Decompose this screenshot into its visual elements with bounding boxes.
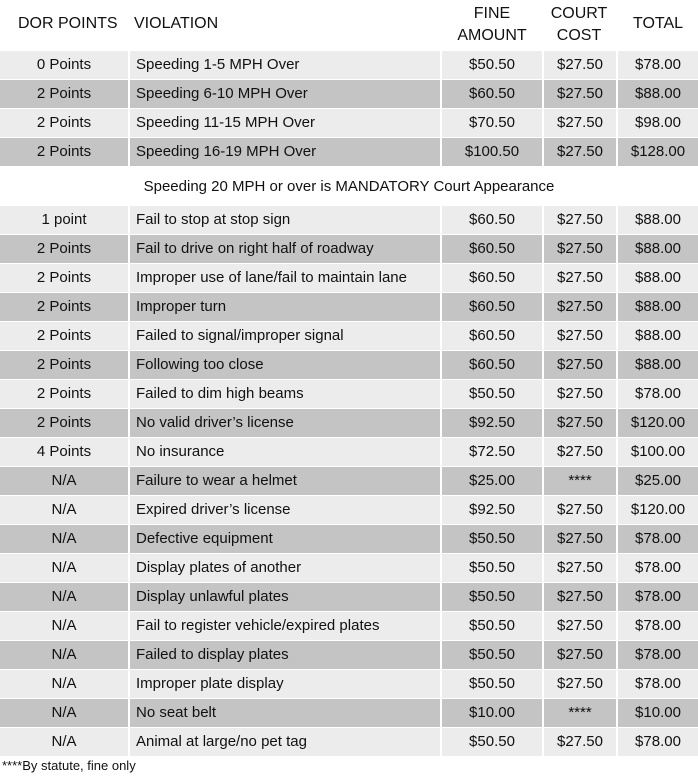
fine-amount-cell: $100.50 <box>440 138 542 167</box>
violation-cell: Speeding 1-5 MPH Over <box>128 51 440 80</box>
header-violation: VIOLATION <box>134 15 219 32</box>
footnote: ****By statute, fine only <box>2 758 136 773</box>
total-cell: $78.00 <box>616 728 698 757</box>
fine-amount-cell: $50.50 <box>440 380 542 409</box>
total-cell: $78.00 <box>616 583 698 612</box>
table-row <box>0 109 698 138</box>
fine-amount-cell: $25.00 <box>440 467 542 496</box>
court-cost-cell: $27.50 <box>542 641 616 670</box>
fine-amount-cell: $50.50 <box>440 641 542 670</box>
table-header <box>0 0 698 50</box>
violation-cell: Display unlawful plates <box>128 583 440 612</box>
court-cost-cell: $27.50 <box>542 351 616 380</box>
violation-cell: Failed to signal/improper signal <box>128 322 440 351</box>
violation-cell: No valid driver’s license <box>128 409 440 438</box>
table-row <box>0 235 698 264</box>
court-cost-cell: $27.50 <box>542 612 616 641</box>
violation-cell: Fail to drive on right half of roadway <box>128 235 440 264</box>
table-row <box>0 554 698 583</box>
header-fine-line1: FINE <box>473 5 511 22</box>
dor-points-cell: N/A <box>0 670 128 699</box>
total-cell: $88.00 <box>616 80 698 109</box>
dor-points-cell: N/A <box>0 699 128 728</box>
court-cost-cell: $27.50 <box>542 380 616 409</box>
table-row <box>0 51 698 80</box>
total-cell: $78.00 <box>616 380 698 409</box>
court-cost-cell: $27.50 <box>542 728 616 757</box>
violation-cell: Speeding 6-10 MPH Over <box>128 80 440 109</box>
table-row <box>0 293 698 322</box>
dor-points-cell: 4 Points <box>0 438 128 467</box>
table-row <box>0 583 698 612</box>
header-court-line2: COST <box>556 27 602 44</box>
court-cost-cell: $27.50 <box>542 554 616 583</box>
total-cell: $88.00 <box>616 293 698 322</box>
court-cost-cell: $27.50 <box>542 80 616 109</box>
violation-cell: Animal at large/no pet tag <box>128 728 440 757</box>
violation-cell: Expired driver’s license <box>128 496 440 525</box>
violation-cell: Fail to stop at stop sign <box>128 206 440 235</box>
dor-points-cell: 2 Points <box>0 409 128 438</box>
dor-points-cell: 2 Points <box>0 235 128 264</box>
violation-cell: No seat belt <box>128 699 440 728</box>
fine-amount-cell: $10.00 <box>440 699 542 728</box>
table-row <box>0 438 698 467</box>
fine-amount-cell: $92.50 <box>440 409 542 438</box>
fine-amount-cell: $50.50 <box>440 670 542 699</box>
dor-points-cell: N/A <box>0 728 128 757</box>
dor-points-cell: 2 Points <box>0 264 128 293</box>
total-cell: $88.00 <box>616 322 698 351</box>
total-cell: $120.00 <box>616 496 698 525</box>
fine-amount-cell: $50.50 <box>440 583 542 612</box>
violation-cell: Improper use of lane/fail to maintain lane <box>128 264 440 293</box>
total-cell: $128.00 <box>616 138 698 167</box>
court-cost-cell: **** <box>542 699 616 728</box>
fine-amount-cell: $50.50 <box>440 728 542 757</box>
court-cost-cell: $27.50 <box>542 138 616 167</box>
dor-points-cell: N/A <box>0 467 128 496</box>
court-cost-cell: $27.50 <box>542 409 616 438</box>
table-row <box>0 641 698 670</box>
total-cell: $88.00 <box>616 351 698 380</box>
court-cost-cell: $27.50 <box>542 525 616 554</box>
table-row <box>0 380 698 409</box>
total-cell: $25.00 <box>616 467 698 496</box>
total-cell: $78.00 <box>616 525 698 554</box>
dor-points-cell: N/A <box>0 641 128 670</box>
header-court-cost <box>545 3 613 47</box>
court-cost-cell: $27.50 <box>542 51 616 80</box>
total-cell: $78.00 <box>616 641 698 670</box>
mandatory-court-note: Speeding 20 MPH or over is MANDATORY Court Appearance <box>143 178 555 195</box>
dor-points-cell: 0 Points <box>0 51 128 80</box>
table-row <box>0 409 698 438</box>
court-cost-cell: $27.50 <box>542 293 616 322</box>
table-row <box>0 467 698 496</box>
fine-amount-cell: $60.50 <box>440 293 542 322</box>
speeding-rows <box>0 51 698 167</box>
violation-cell: Display plates of another <box>128 554 440 583</box>
speeding-fee-table <box>0 51 698 167</box>
total-cell: $98.00 <box>616 109 698 138</box>
violation-cell: Improper plate display <box>128 670 440 699</box>
court-cost-cell: $27.50 <box>542 583 616 612</box>
header-fine-amount <box>442 3 542 47</box>
total-cell: $10.00 <box>616 699 698 728</box>
total-cell: $78.00 <box>616 554 698 583</box>
dor-points-cell: 2 Points <box>0 138 128 167</box>
violation-cell: Speeding 16-19 MPH Over <box>128 138 440 167</box>
fine-amount-cell: $50.50 <box>440 525 542 554</box>
violation-fee-table <box>0 206 698 757</box>
fine-amount-cell: $92.50 <box>440 496 542 525</box>
dor-points-cell: 2 Points <box>0 109 128 138</box>
fine-amount-cell: $60.50 <box>440 322 542 351</box>
table-row <box>0 699 698 728</box>
court-cost-cell: $27.50 <box>542 438 616 467</box>
table-row <box>0 612 698 641</box>
header-total: TOTAL <box>632 15 684 32</box>
fine-amount-cell: $60.50 <box>440 80 542 109</box>
violation-cell: No insurance <box>128 438 440 467</box>
header-fine-line2: AMOUNT <box>457 27 527 44</box>
total-cell: $78.00 <box>616 670 698 699</box>
table-row <box>0 206 698 235</box>
table-row <box>0 80 698 109</box>
violation-rows <box>0 206 698 757</box>
violation-cell: Fail to register vehicle/expired plates <box>128 612 440 641</box>
dor-points-cell: 2 Points <box>0 322 128 351</box>
dor-points-cell: N/A <box>0 612 128 641</box>
total-cell: $88.00 <box>616 235 698 264</box>
table-row <box>0 351 698 380</box>
fine-amount-cell: $50.50 <box>440 612 542 641</box>
dor-points-cell: N/A <box>0 554 128 583</box>
table-row <box>0 728 698 757</box>
violation-cell: Defective equipment <box>128 525 440 554</box>
violation-cell: Failed to display plates <box>128 641 440 670</box>
total-cell: $78.00 <box>616 612 698 641</box>
table-row <box>0 138 698 167</box>
dor-points-cell: 2 Points <box>0 351 128 380</box>
court-cost-cell: $27.50 <box>542 264 616 293</box>
court-cost-cell: $27.50 <box>542 670 616 699</box>
violation-cell: Speeding 11-15 MPH Over <box>128 109 440 138</box>
total-cell: $120.00 <box>616 409 698 438</box>
total-cell: $88.00 <box>616 264 698 293</box>
table-row <box>0 264 698 293</box>
table-row <box>0 496 698 525</box>
fine-amount-cell: $70.50 <box>440 109 542 138</box>
violation-cell: Improper turn <box>128 293 440 322</box>
table-row <box>0 525 698 554</box>
dor-points-cell: 2 Points <box>0 380 128 409</box>
fine-amount-cell: $50.50 <box>440 51 542 80</box>
table-row <box>0 322 698 351</box>
dor-points-cell: 2 Points <box>0 80 128 109</box>
court-cost-cell: $27.50 <box>542 206 616 235</box>
dor-points-cell: N/A <box>0 525 128 554</box>
fine-amount-cell: $60.50 <box>440 264 542 293</box>
dor-points-cell: N/A <box>0 583 128 612</box>
fine-amount-cell: $50.50 <box>440 554 542 583</box>
fine-amount-cell: $72.50 <box>440 438 542 467</box>
court-cost-cell: $27.50 <box>542 496 616 525</box>
header-court-line1: COURT <box>550 5 608 22</box>
dor-points-cell: 1 point <box>0 206 128 235</box>
fine-amount-cell: $60.50 <box>440 206 542 235</box>
violation-cell: Failed to dim high beams <box>128 380 440 409</box>
total-cell: $100.00 <box>616 438 698 467</box>
violation-cell: Following too close <box>128 351 440 380</box>
fine-amount-cell: $60.50 <box>440 351 542 380</box>
header-dor-points: DOR POINTS <box>18 15 118 32</box>
total-cell: $88.00 <box>616 206 698 235</box>
violation-cell: Failure to wear a helmet <box>128 467 440 496</box>
table-row <box>0 670 698 699</box>
court-cost-cell: $27.50 <box>542 322 616 351</box>
total-cell: $78.00 <box>616 51 698 80</box>
dor-points-cell: 2 Points <box>0 293 128 322</box>
fine-amount-cell: $60.50 <box>440 235 542 264</box>
court-cost-cell: **** <box>542 467 616 496</box>
dor-points-cell: N/A <box>0 496 128 525</box>
court-cost-cell: $27.50 <box>542 235 616 264</box>
court-cost-cell: $27.50 <box>542 109 616 138</box>
